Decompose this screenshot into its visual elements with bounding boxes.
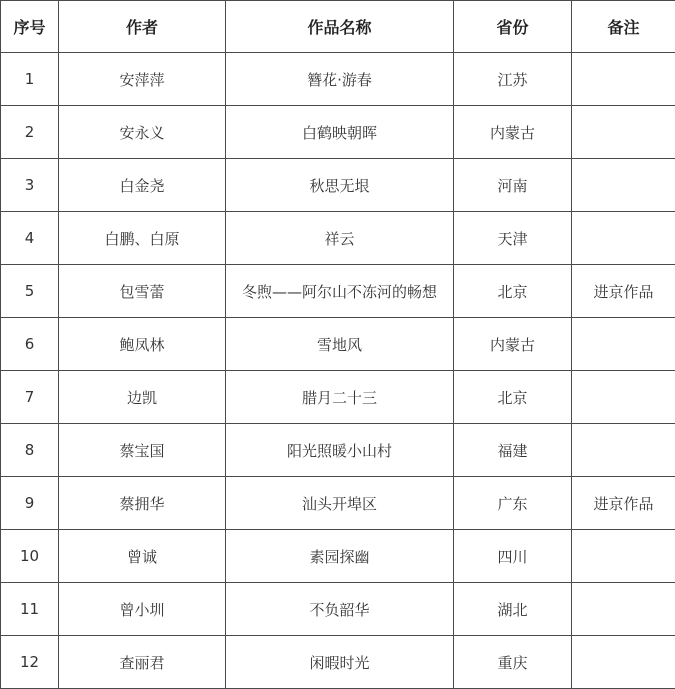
cell-no: 12 (1, 636, 59, 689)
cell-province: 湖北 (454, 583, 572, 636)
table-row (1, 636, 675, 689)
cell-no: 1 (1, 53, 59, 106)
table-row (1, 212, 675, 265)
cell-province: 北京 (454, 371, 572, 424)
cell-no: 4 (1, 212, 59, 265)
table-row (1, 530, 675, 583)
cell-province: 内蒙古 (454, 106, 572, 159)
cell-author: 白鹏、白原 (59, 212, 226, 265)
cell-province: 广东 (454, 477, 572, 530)
cell-title: 白鹤映朝晖 (226, 106, 454, 159)
cell-note (572, 318, 675, 371)
header-title: 作品名称 (226, 1, 454, 53)
cell-author: 包雪蕾 (59, 265, 226, 318)
cell-no: 10 (1, 530, 59, 583)
table-row (1, 477, 675, 530)
header-author: 作者 (59, 1, 226, 53)
cell-title: 雪地风 (226, 318, 454, 371)
table-row (1, 371, 675, 424)
cell-note (572, 106, 675, 159)
cell-note (572, 53, 675, 106)
cell-note (572, 424, 675, 477)
cell-title: 祥云 (226, 212, 454, 265)
cell-title: 不负韶华 (226, 583, 454, 636)
cell-province: 内蒙古 (454, 318, 572, 371)
cell-no: 3 (1, 159, 59, 212)
cell-note (572, 371, 675, 424)
table-row (1, 583, 675, 636)
cell-note (572, 212, 675, 265)
cell-province: 四川 (454, 530, 572, 583)
cell-note: 进京作品 (572, 265, 675, 318)
cell-author: 安永义 (59, 106, 226, 159)
cell-author: 查丽君 (59, 636, 226, 689)
cell-province: 福建 (454, 424, 572, 477)
cell-province: 重庆 (454, 636, 572, 689)
table-row (1, 318, 675, 371)
cell-note (572, 636, 675, 689)
cell-author: 白金尧 (59, 159, 226, 212)
table-row (1, 424, 675, 477)
cell-author: 蔡拥华 (59, 477, 226, 530)
cell-note (572, 583, 675, 636)
cell-title: 阳光照暖小山村 (226, 424, 454, 477)
cell-province: 河南 (454, 159, 572, 212)
cell-title: 簪花·游春 (226, 53, 454, 106)
cell-title: 腊月二十三 (226, 371, 454, 424)
cell-author: 安萍萍 (59, 53, 226, 106)
cell-note (572, 530, 675, 583)
cell-title: 秋思无垠 (226, 159, 454, 212)
cell-author: 边凯 (59, 371, 226, 424)
cell-no: 8 (1, 424, 59, 477)
cell-note: 进京作品 (572, 477, 675, 530)
cell-author: 曾小圳 (59, 583, 226, 636)
table-row (1, 159, 675, 212)
cell-title: 闲暇时光 (226, 636, 454, 689)
header-note: 备注 (572, 1, 675, 53)
table-row (1, 106, 675, 159)
cell-author: 蔡宝国 (59, 424, 226, 477)
cell-no: 11 (1, 583, 59, 636)
cell-title: 冬煦——阿尔山不冻河的畅想 (226, 265, 454, 318)
header-province: 省份 (454, 1, 572, 53)
cell-province: 江苏 (454, 53, 572, 106)
cell-no: 5 (1, 265, 59, 318)
cell-no: 7 (1, 371, 59, 424)
cell-province: 天津 (454, 212, 572, 265)
cell-author: 曾诚 (59, 530, 226, 583)
cell-no: 2 (1, 106, 59, 159)
cell-title: 素园探幽 (226, 530, 454, 583)
cell-no: 9 (1, 477, 59, 530)
header-no: 序号 (1, 1, 59, 53)
table-row (1, 265, 675, 318)
cell-province: 北京 (454, 265, 572, 318)
table-row (1, 53, 675, 106)
cell-title: 汕头开埠区 (226, 477, 454, 530)
cell-note (572, 159, 675, 212)
header-row (1, 1, 675, 53)
cell-author: 鲍凤林 (59, 318, 226, 371)
cell-no: 6 (1, 318, 59, 371)
